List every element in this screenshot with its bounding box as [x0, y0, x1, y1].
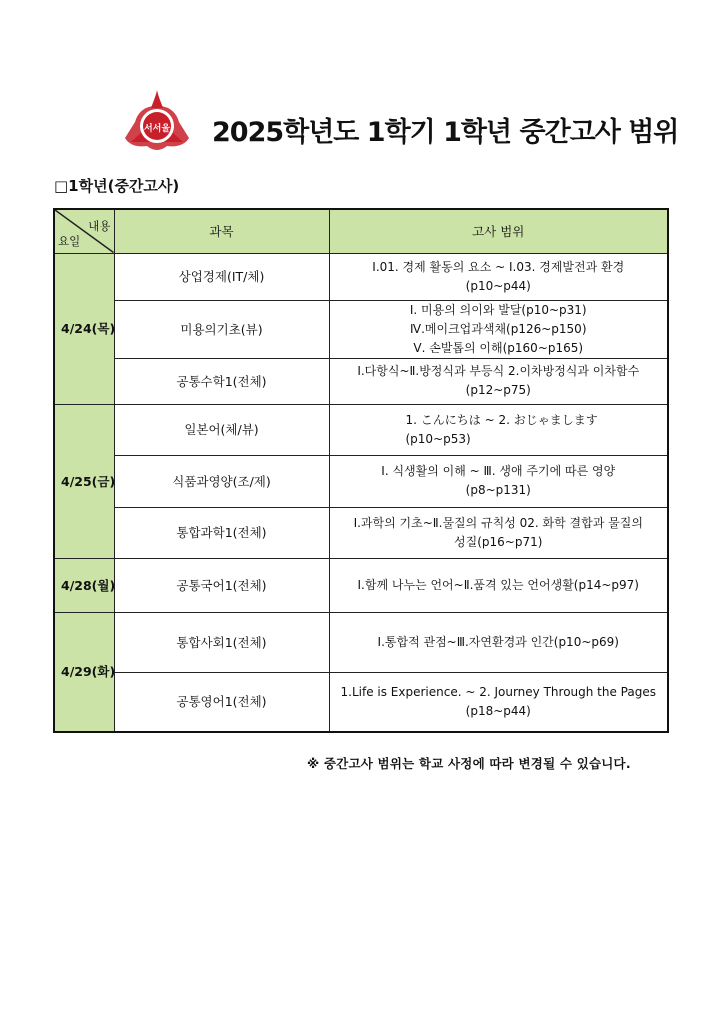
range-line: Ⅰ.함께 나누는 언어~Ⅱ.품격 있는 언어생활(p14~p97)	[357, 577, 639, 592]
day-cell: 4/25(금)	[54, 404, 114, 558]
range-line: Ⅳ.메이크업과색채(p126~p150)	[410, 321, 587, 336]
range-line: (p18~p44)	[465, 703, 531, 718]
day-cell: 4/29(화)	[54, 612, 114, 732]
table-row	[54, 507, 668, 558]
subject-column-header: 과목	[114, 209, 329, 253]
table-row	[54, 558, 668, 612]
range-line: Ⅰ.다항식~Ⅱ.방정식과 부등식 2.이차방정식과 이차함수	[357, 364, 640, 378]
subject-cell: 상업경제(IT/체)	[114, 253, 329, 300]
range-line: Ⅴ. 손발톱의 이해(p160~p165)	[413, 340, 584, 355]
school-logo	[123, 86, 191, 154]
subject-cell: 공통수학1(전체)	[114, 358, 329, 404]
subject-cell: 미용의기초(뷰)	[114, 300, 329, 358]
range-cell	[329, 612, 668, 672]
logo-text: 서서울	[143, 124, 171, 134]
range-cell	[329, 455, 668, 507]
page-title: 2025학년도 1학기 1학년 중간고사 범위	[212, 117, 679, 148]
range-line: Ⅰ. 미용의 의이와 발달(p10~p31)	[409, 302, 587, 317]
range-line: Ⅰ.통합적 관점~Ⅲ.자연환경과 인간(p10~p69)	[377, 634, 619, 649]
subject-cell: 통합사회1(전체)	[114, 612, 329, 672]
table-row	[54, 300, 668, 358]
subject-cell: 통합과학1(전체)	[114, 507, 329, 558]
range-line: Ⅰ.과학의 기초~Ⅱ.물질의 규칙성 02. 화학 결합과 물질의	[353, 515, 643, 530]
range-line: 1. こんにちは ~ 2. おじゃまします (p10~p53)	[405, 412, 598, 446]
section-title: □1학년(중간고사)	[54, 177, 180, 195]
table-row	[54, 455, 668, 507]
range-line: 성질(p16~p71)	[454, 534, 543, 549]
day-cell: 4/28(월)	[54, 558, 114, 612]
table-row	[54, 253, 668, 300]
range-cell	[329, 672, 668, 732]
range-line: (p12~p75)	[465, 383, 531, 397]
range-cell	[329, 358, 668, 404]
day-cell: 4/24(목)	[54, 253, 114, 404]
table-row	[54, 404, 668, 455]
range-cell	[329, 507, 668, 558]
range-line: (p8~p131)	[465, 483, 531, 497]
range-cell	[329, 404, 668, 455]
subject-cell: 공통영어1(전체)	[114, 672, 329, 732]
corner-content-label: 내용	[88, 219, 111, 233]
table-row	[54, 612, 668, 672]
corner-day-label: 요일	[58, 234, 81, 248]
range-cell	[329, 253, 668, 300]
range-line: Ⅰ. 식생활의 이해 ~ Ⅲ. 생애 주기에 따른 영양	[381, 464, 616, 478]
range-line: Ⅰ.01. 경제 활동의 요소 ~ Ⅰ.03. 경제발전과 환경	[372, 259, 625, 274]
range-line: (p10~p44)	[465, 278, 531, 293]
table-row	[54, 358, 668, 404]
range-line: 1.Life is Experience. ~ 2. Journey Through the Pages	[340, 684, 656, 699]
exam-range-table	[53, 208, 669, 733]
range-cell	[329, 300, 668, 358]
subject-cell: 일본어(체/뷰)	[114, 404, 329, 455]
table-row	[54, 672, 668, 732]
corner-header	[54, 209, 114, 253]
table-header-row	[54, 209, 668, 253]
range-column-header: 고사 범위	[329, 209, 668, 253]
subject-cell: 공통국어1(전체)	[114, 558, 329, 612]
range-cell	[329, 558, 668, 612]
subject-cell: 식품과영양(조/제)	[114, 455, 329, 507]
footnote: ※ 중간고사 범위는 학교 사정에 따라 변경될 수 있습니다.	[307, 756, 631, 771]
